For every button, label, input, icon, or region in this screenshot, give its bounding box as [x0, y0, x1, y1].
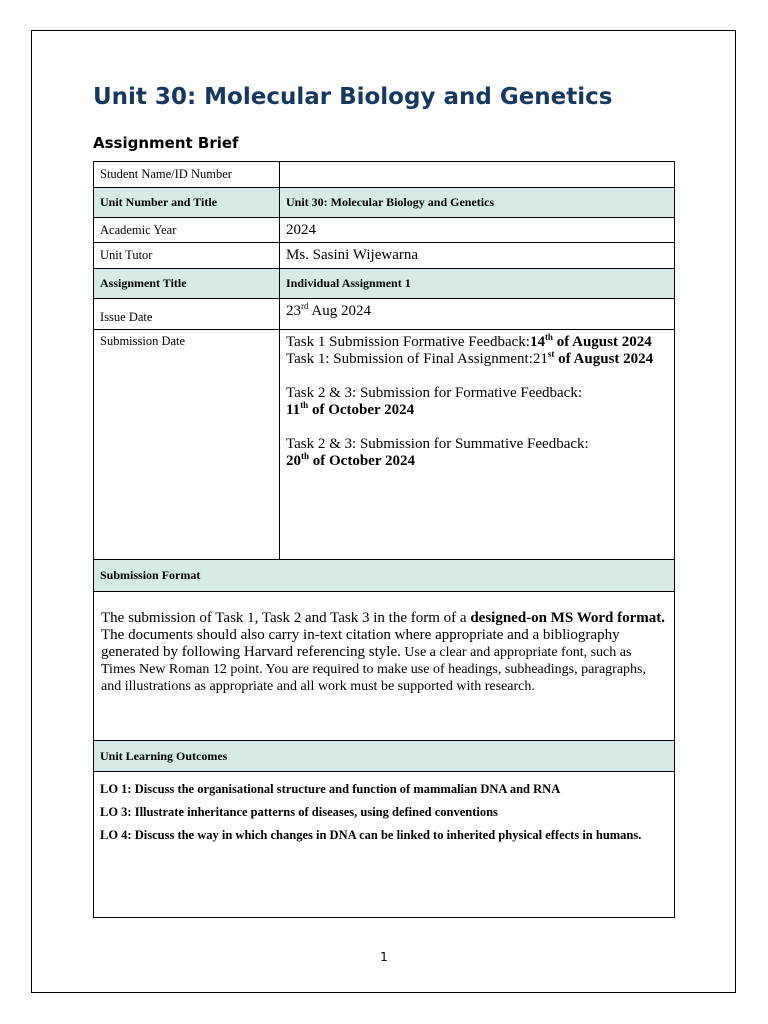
assignment-brief-table — [93, 161, 675, 918]
table-row-issue-date — [94, 299, 675, 330]
unit-value: Unit 30: Molecular Biology and Genetics — [280, 188, 675, 218]
issue-date-label: Issue Date — [94, 299, 280, 330]
table-row-submission-date — [94, 330, 675, 560]
learning-outcome-item: LO 3: Illustrate inheritance patterns of diseases, using defined conventions — [100, 805, 498, 819]
assignment-title-label: Assignment Title — [94, 269, 280, 299]
task23-summative-rest: of October 2024 — [309, 453, 415, 469]
task23-formative-text: Task 2 & 3: Submission for Formative Feedback: — [286, 385, 583, 401]
learning-outcome-item: LO 1: Discuss the organisational structure and function of mammalian DNA and RNA — [100, 782, 561, 796]
page-number: 1 — [380, 950, 388, 964]
table-row-tutor — [94, 243, 675, 269]
task1-final-rest: of August 2024 — [554, 351, 654, 367]
task23-summative-text: Task 2 & 3: Submission for Summative Feedback: — [286, 436, 589, 452]
table-row-assignment-title — [94, 269, 675, 299]
table-row-student — [94, 162, 675, 188]
task23-formative-suffix: th — [300, 400, 309, 410]
task1-formative-day: 14 — [529, 334, 545, 350]
table-row-outcomes-body — [94, 772, 675, 918]
unit-label: Unit Number and Title — [94, 188, 280, 218]
unit-tutor-label: Unit Tutor — [94, 243, 280, 269]
submission-task1-final — [286, 351, 668, 368]
format-text-part1: The submission of Task 1, Task 2 and Task 3 in the form of a — [101, 610, 471, 626]
format-text-part3: Use a clear and appropriate font, such as Times New Roman 12 point. You are required to make use of headings, subheadings, paragraphs, and illustrations as appropriate and all work must be supported with research. — [101, 645, 647, 694]
table-row-format-body — [94, 592, 675, 741]
academic-year-value: 2024 — [280, 218, 675, 243]
task23-formative-rest: of October 2024 — [308, 402, 415, 418]
submission-format-text — [100, 610, 668, 695]
submission-format-header: Submission Format — [94, 560, 675, 592]
task1-formative-rest: of August 2024 — [552, 334, 652, 350]
submission-date-value — [280, 330, 675, 560]
table-row-year — [94, 218, 675, 243]
student-name-label: Student Name/ID Number — [94, 162, 280, 188]
submission-task23-formative — [286, 385, 668, 419]
learning-outcomes-body — [94, 772, 675, 918]
issue-date-value — [280, 299, 675, 330]
assignment-title-value: Individual Assignment 1 — [280, 269, 675, 299]
task1-final-suffix: st — [547, 349, 555, 359]
task1-final-text: Task 1: Submission of Final Assignment: — [286, 351, 533, 367]
table-row-unit — [94, 188, 675, 218]
unit-tutor-value: Ms. Sasini Wijewarna — [280, 243, 675, 269]
submission-date-label: Submission Date — [94, 330, 280, 560]
learning-outcome-item: LO 4: Discuss the way in which changes in DNA can be linked to inherited physical effects in humans. — [100, 828, 642, 842]
task1-formative-text: Task 1 Submission Formative Feedback: — [286, 334, 530, 350]
document-title: Unit 30: Molecular Biology and Genetics — [93, 84, 613, 110]
submission-task23-summative — [286, 436, 668, 470]
document-subtitle: Assignment Brief — [93, 134, 239, 152]
format-text-part2: The documents should also carry in-text citation where appropriate and a bibliography generated by following Harvard referencing style. — [101, 627, 620, 660]
issue-day-suffix: rd — [301, 301, 309, 311]
learning-outcomes-header: Unit Learning Outcomes — [94, 741, 675, 772]
submission-format-body — [94, 592, 675, 741]
task23-formative-day: 11 — [286, 402, 301, 418]
task23-summative-suffix: th — [301, 451, 310, 461]
format-text-bold: designed-on MS Word format. — [470, 610, 666, 626]
task23-summative-day: 20 — [286, 453, 301, 469]
academic-year-label: Academic Year — [94, 218, 280, 243]
submission-task1-formative — [286, 334, 668, 351]
student-name-value — [280, 162, 675, 188]
issue-day: 23 — [286, 303, 301, 319]
issue-rest: Aug 2024 — [308, 303, 372, 319]
table-row-outcomes-header — [94, 741, 675, 772]
task1-final-day: 21 — [532, 351, 548, 367]
task1-formative-suffix: th — [544, 332, 553, 342]
table-row-format-header — [94, 560, 675, 592]
